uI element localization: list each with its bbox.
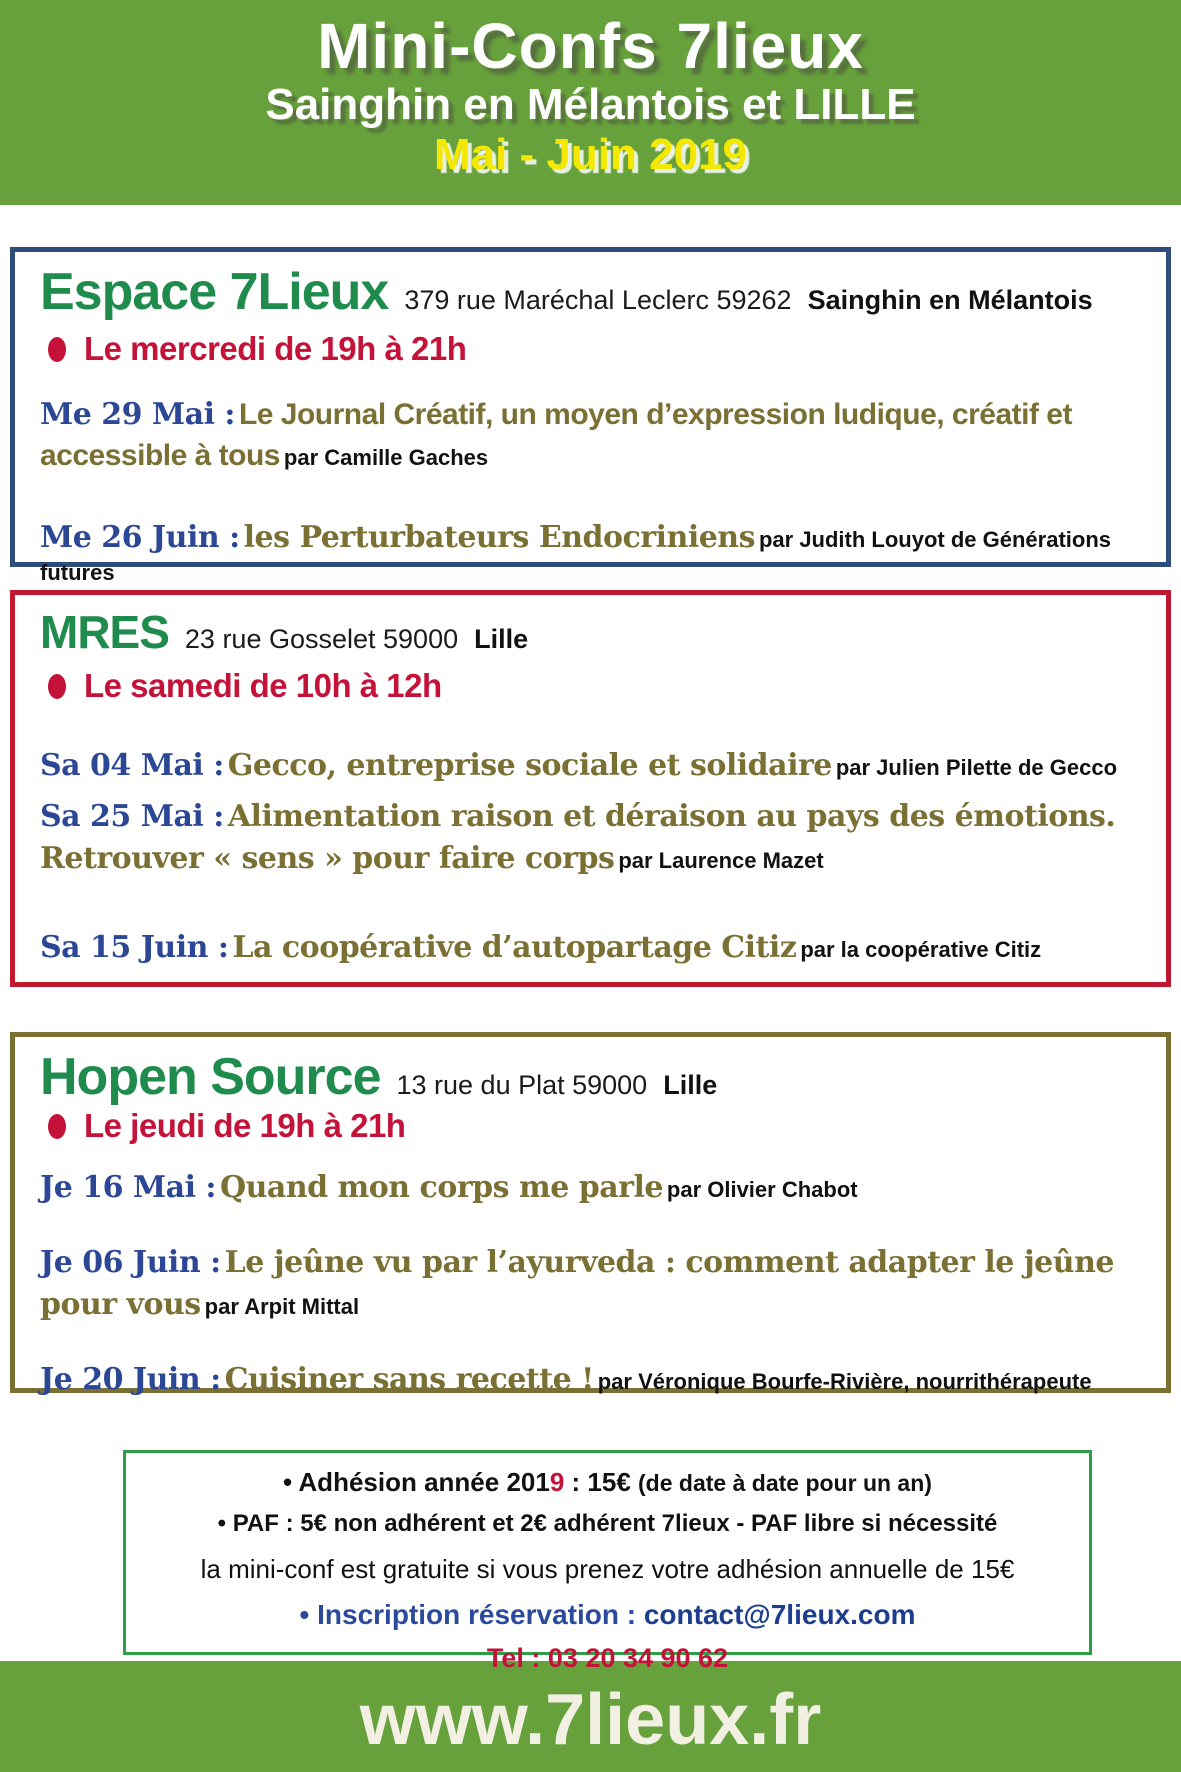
venue-address: 23 rue Gosselet 59000 (184, 624, 459, 654)
venue-city: Sainghin en Mélantois (807, 285, 1093, 315)
venue-header (40, 262, 1141, 322)
event-item (40, 1359, 1141, 1400)
event-speaker: par Véronique Bourfe-Rivière, nourrithérapeute (597, 1369, 1092, 1395)
venue-city: Lille (474, 624, 529, 654)
event-date: Je 16 Mai : (40, 1170, 216, 1205)
venue-section-mres (10, 590, 1171, 987)
event-date: Sa 25 Mai : (40, 799, 224, 835)
membership-note: (de date à date pour un an) (638, 1470, 932, 1496)
venue-address: 379 rue Maréchal Leclerc 59262 (404, 285, 792, 315)
event-speaker: par Arpit Mittal (204, 1293, 360, 1319)
event-title: La coopérative d’autopartage Citiz (232, 930, 797, 966)
venue-name: Hopen Source (40, 1048, 381, 1106)
event-speaker: par Camille Gaches (283, 445, 489, 471)
event-item (40, 1167, 1141, 1208)
venue-address: 13 rue du Plat 59000 (396, 1070, 648, 1100)
membership-year-red-digit: 9 (549, 1467, 565, 1497)
event-list (40, 394, 1141, 589)
venue-section-hopen-source (10, 1032, 1171, 1398)
info-box (123, 1450, 1092, 1673)
event-date: Me 26 Juin : (40, 519, 240, 555)
event-item (40, 517, 1141, 589)
header-banner (0, 0, 1181, 205)
schedule-label: Le mercredi de 19h à 21h (84, 330, 467, 367)
event-date: Je 06 Juin : (40, 1245, 221, 1281)
red-bullet-icon (48, 337, 66, 362)
membership-text: • Adhésion année 201 (283, 1467, 550, 1497)
membership-price: : 15€ (564, 1467, 639, 1497)
event-title: Cuisiner sans recette ! (224, 1362, 594, 1398)
event-speaker: par Olivier Chabot (666, 1177, 858, 1202)
registration-line (126, 1599, 1089, 1631)
schedule-label: Le jeudi de 19h à 21h (84, 1107, 406, 1144)
registration-label: • Inscription réservation : (299, 1599, 644, 1630)
schedule-label: Le samedi de 10h à 12h (84, 667, 442, 704)
event-title: Le Journal Créatif, un moyen d’expression ludique, créatif et accessible à tous (40, 398, 1072, 473)
free-note-line: la mini-conf est gratuite si vous prenez votre adhésion annuelle de 15€ (200, 1554, 1015, 1584)
event-date: Sa 15 Juin : (40, 930, 229, 966)
poster-title: Mini-Confs 7lieux (317, 10, 864, 82)
venue-name: Espace 7Lieux (40, 263, 389, 321)
venue-header (40, 605, 1141, 659)
event-item (40, 1242, 1141, 1325)
venue-header (40, 1047, 1141, 1107)
event-item (40, 745, 1141, 786)
venue-name: MRES (40, 606, 169, 658)
registration-email: contact@7lieux.com (643, 1599, 916, 1630)
event-title: Quand mon corps me parle (219, 1170, 663, 1205)
event-item (40, 796, 1141, 879)
red-bullet-icon (48, 1114, 66, 1139)
event-date: Me 29 Mai : (40, 397, 235, 432)
event-speaker: par Judith Louyot de Générations futures (40, 526, 1112, 586)
event-speaker: par Julien Pilette de Gecco (835, 755, 1118, 780)
event-item (40, 927, 1141, 968)
poster-period: Mai - Juin 2019 (433, 130, 747, 180)
venue-section-espace-7lieux (10, 247, 1171, 586)
red-bullet-icon (48, 674, 66, 699)
membership-line (126, 1467, 1089, 1498)
paf-line: • PAF : 5€ non adhérent et 2€ adhérent 7lieux - PAF libre si nécessité (217, 1510, 998, 1537)
phone-line: Tel : 03 20 34 90 62 (486, 1643, 729, 1673)
event-list (40, 745, 1141, 969)
website-url: www.7lieux.fr (359, 1679, 822, 1760)
event-title: Le jeûne vu par l’ayurveda : comment adapter le jeûne pour vous (40, 1245, 1114, 1322)
event-list (40, 1167, 1141, 1401)
event-speaker: par Laurence Mazet (618, 847, 824, 873)
footer-banner (0, 1661, 1181, 1772)
schedule-line (40, 667, 1141, 705)
venue-city: Lille (663, 1070, 718, 1100)
event-title: les Perturbateurs Endocriniens (243, 519, 756, 555)
event-title: Alimentation raison et déraison au pays des émotions. Retrouver « sens » pour faire corps (40, 799, 1116, 876)
event-title: Gecco, entreprise sociale et solidaire (227, 748, 832, 783)
schedule-line (40, 1107, 1141, 1145)
poster-subtitle: Sainghin en Mélantois et LILLE (265, 80, 916, 129)
event-date: Je 20 Juin : (40, 1362, 221, 1398)
event-speaker: par la coopérative Citiz (800, 937, 1042, 963)
event-date: Sa 04 Mai : (40, 748, 224, 783)
schedule-line (40, 330, 1141, 368)
event-item (40, 394, 1141, 477)
